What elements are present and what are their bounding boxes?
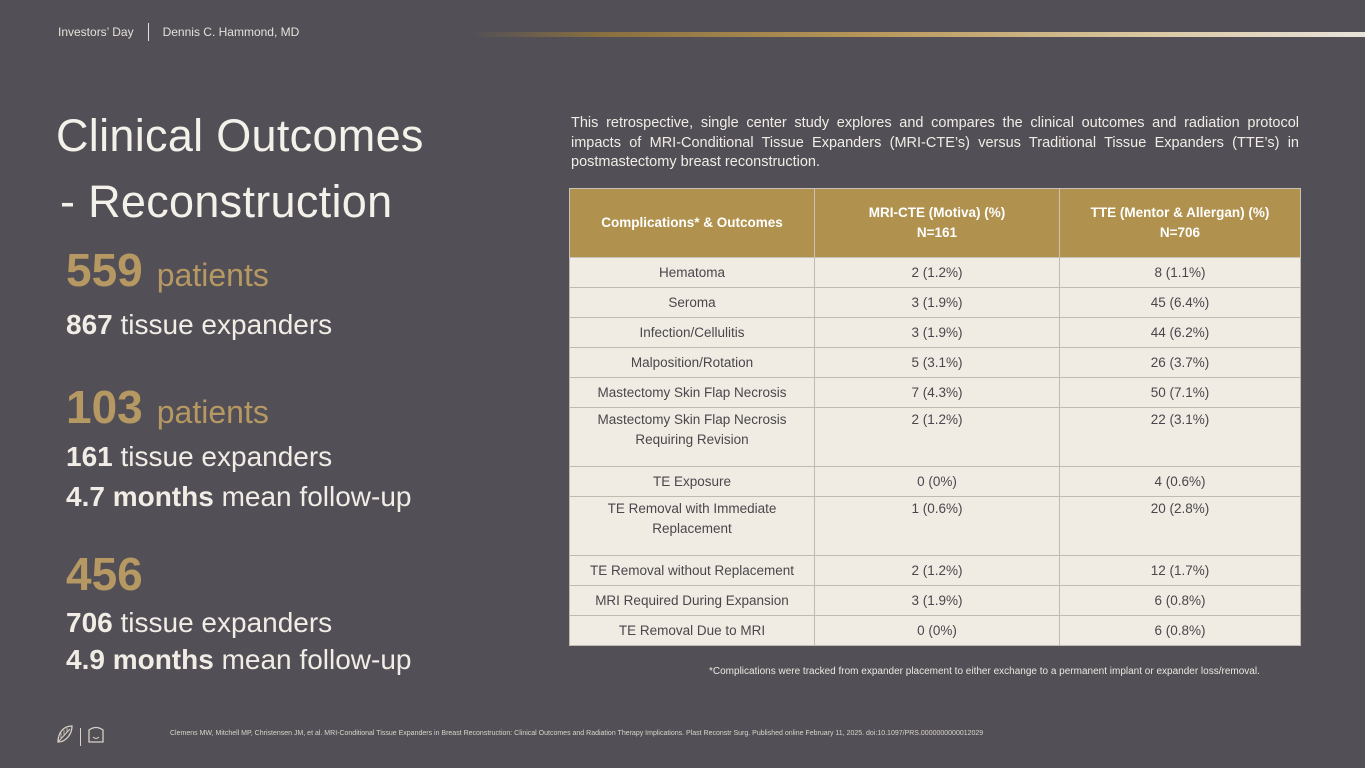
header-accent-line [470,32,1365,37]
table-row [570,497,1301,556]
stat-total-expanders [66,309,332,341]
clinic-logo-icon [87,724,105,749]
mri-value: 1 (0.6%) [815,497,1060,556]
leaf-logo-icon [56,724,74,749]
header-divider [148,23,149,41]
stat-emphasis: 706 [66,607,113,638]
stat-tte-expanders [66,607,332,639]
stat-emphasis: 4.7 months [66,481,214,512]
row-label: TE Exposure [570,467,815,497]
stat-text: tissue expanders [112,309,333,340]
table-row [570,258,1301,288]
stat-total-patients [66,243,269,297]
row-label: Infection/Cellulitis [570,318,815,348]
presenter-name: Dennis C. Hammond, MD [162,25,300,39]
stat-mri-patients [66,380,269,434]
stat-tte-followup [66,644,411,676]
mri-value: 0 (0%) [815,467,1060,497]
study-description: This retrospective, single center study explores and compares the clinical outcomes and radiation protocol impacts of MRI-Conditional Tissue Expanders (MRI-CTE’s) versus Traditional Tissue Expanders (TTE’s) in postmastectomy breast reconstruction. [571,115,1299,170]
stat-text: mean follow-up [213,481,412,512]
table-row [570,318,1301,348]
table-row [570,348,1301,378]
stat-text: mean follow-up [213,644,412,675]
slide-subtitle: - Reconstruction [60,176,393,227]
mri-value: 5 (3.1%) [815,348,1060,378]
table-header-row [570,189,1301,258]
tte-value: 6 (0.8%) [1060,586,1301,616]
tte-value: 20 (2.8%) [1060,497,1301,556]
table-footnote: *Complications were tracked from expander placement to either exchange to a permanent implant or expander loss/removal. [709,666,1260,677]
logo-divider [80,728,81,746]
stat-mri-expanders [66,441,332,473]
table-row [570,288,1301,318]
row-label: TE Removal without Replacement [570,556,815,586]
tte-value: 4 (0.6%) [1060,467,1301,497]
stat-unit: patients [156,394,269,430]
header-tte: TTE (Mentor & Allergan) (%) N=706 [1060,189,1301,258]
tte-value: 50 (7.1%) [1060,378,1301,408]
row-label: Mastectomy Skin Flap Necrosis [570,378,815,408]
tte-value: 45 (6.4%) [1060,288,1301,318]
tte-value: 44 (6.2%) [1060,318,1301,348]
row-label: TE Removal with Immediate Replacement [570,497,815,556]
mri-value: 7 (4.3%) [815,378,1060,408]
header-complications: Complications* & Outcomes [570,189,815,258]
stat-emphasis: 867 [66,309,113,340]
mri-value: 2 (1.2%) [815,258,1060,288]
row-label: Mastectomy Skin Flap Necrosis Requiring Revision [570,408,815,467]
table-row [570,556,1301,586]
stat-text: tissue expanders [112,441,333,472]
stat-number: 559 [66,244,143,296]
stat-tte-patients [66,547,143,601]
row-label: Seroma [570,288,815,318]
tte-value: 22 (3.1%) [1060,408,1301,467]
table-row [570,378,1301,408]
header-mri-cte: MRI-CTE (Motiva) (%) N=161 [815,189,1060,258]
table-row [570,467,1301,497]
stat-number: 103 [66,381,143,433]
table-row [570,586,1301,616]
mri-value: 2 (1.2%) [815,556,1060,586]
row-label: MRI Required During Expansion [570,586,815,616]
row-label: TE Removal Due to MRI [570,616,815,646]
mri-value: 3 (1.9%) [815,586,1060,616]
mri-value: 0 (0%) [815,616,1060,646]
table-row [570,408,1301,467]
outcomes-table [569,188,1301,646]
slide-header [58,23,299,41]
footer-logos [56,724,105,749]
tte-value: 6 (0.8%) [1060,616,1301,646]
stat-emphasis: 4.9 months [66,644,214,675]
table-row [570,616,1301,646]
event-label: Investors’ Day [58,25,134,39]
mri-value: 3 (1.9%) [815,288,1060,318]
slide-title: Clinical Outcomes [56,110,424,161]
row-label: Hematoma [570,258,815,288]
stat-mri-followup [66,481,411,513]
stat-unit: patients [156,257,269,293]
tte-value: 8 (1.1%) [1060,258,1301,288]
mri-value: 3 (1.9%) [815,318,1060,348]
stat-text: tissue expanders [112,607,333,638]
row-label: Malposition/Rotation [570,348,815,378]
stat-number: 456 [66,548,143,600]
stat-emphasis: 161 [66,441,113,472]
citation-reference: Clemens MW, Mitchell MP, Christensen JM, et al. MRI-Conditional Tissue Expanders in Breast Reconstruction: Clinical Outcomes and Radiation Therapy Implications. Plast Reconstr Surg. Published online February 11, 2025. doi:10.1097/PRS.0000000000012029 [170,730,984,737]
tte-value: 26 (3.7%) [1060,348,1301,378]
mri-value: 2 (1.2%) [815,408,1060,467]
tte-value: 12 (1.7%) [1060,556,1301,586]
